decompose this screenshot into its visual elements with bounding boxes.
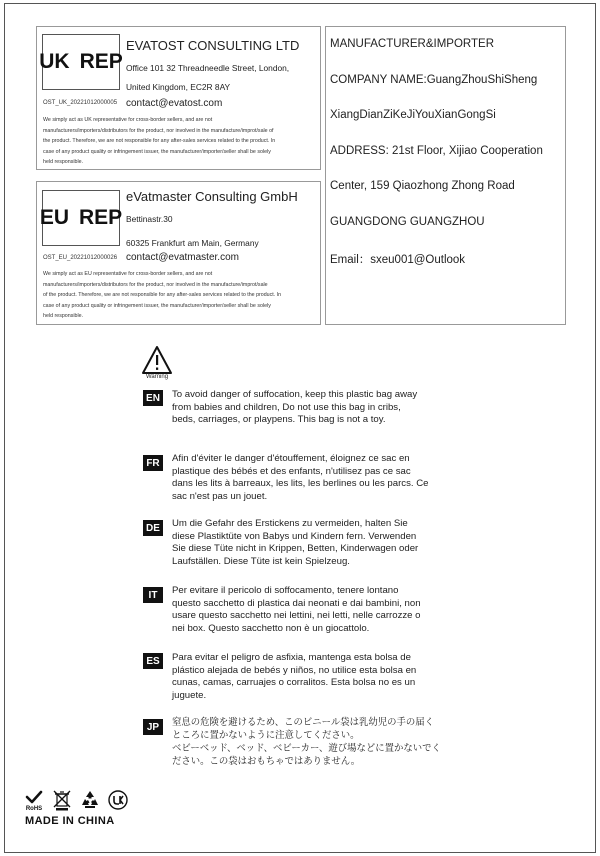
uk-address-line2: United Kingdom, EC2R 8AY <box>126 82 231 92</box>
manufacturer-box <box>325 26 566 325</box>
text-line: ベビーベッド、ベッド、ベビーカー、遊び場などに置かないでく <box>172 741 441 753</box>
uk-disclaimer-line: case of any product quality or infringement issuer, the manufacturer/importer/seller shall be solely <box>43 148 271 155</box>
warning-triangle-icon <box>141 345 173 375</box>
rohs-icon <box>23 789 45 811</box>
lang-badge-jp: JP <box>143 719 163 735</box>
uk-disclaimer <box>43 115 318 168</box>
warning-text-jp <box>172 716 472 768</box>
company-name-line-2: XiangDianZiKeJiYouXianGongSi <box>330 109 496 121</box>
uk-rep-badge <box>39 34 123 90</box>
text-line: beds, carriages, or playpens. This bag is not a toy. <box>172 414 386 426</box>
weee-bin-icon <box>51 789 73 811</box>
uk-registration-code: OST_UK_20221012000005 <box>43 100 118 106</box>
text-line: Per evitare il pericolo di soffocamento, tenere lontano <box>172 585 399 596</box>
text-line: Sie diese Tüte nicht in Krippen, Betten, Kinderwagen oder <box>172 543 419 555</box>
warning-text-en <box>172 389 472 427</box>
text-line: dans les lits à barreaux, les lits, les berlines ou les parcs. Ce <box>172 478 429 490</box>
text-line: plástico alejada de bebés y niños, no utilice esta bolsa en <box>172 664 417 676</box>
text-line: diese Plastiktüte von Babys und Kindern fern. Verwenden <box>172 530 417 542</box>
eu-email: contact@evatmaster.com <box>126 252 239 263</box>
text-line: Um die Gefahr des Erstickens zu vermeiden, halten Sie <box>172 518 408 529</box>
text-line: juguete. <box>172 690 207 702</box>
lang-badge-it: IT <box>143 587 163 603</box>
company-name-line: COMPANY NAME:GuangZhouShiSheng <box>330 74 538 86</box>
address-line-2: Center, 159 Qiaozhong Zhong Road <box>330 180 515 192</box>
address-line-3: GUANGDONG GUANGZHOU <box>330 216 485 228</box>
uk-label: UK <box>39 50 70 73</box>
eu-address-line2: 60325 Frankfurt am Main, Germany <box>126 238 259 248</box>
rep-label: REP <box>79 206 123 229</box>
eu-disclaimer <box>43 269 318 322</box>
eu-company-name: eVatmaster Consulting GmbH <box>126 189 298 204</box>
text-line: questo sacchetto di plastica dai neonati e dai bambini, non <box>172 597 421 609</box>
text-line: Afin d'éviter le danger d'étouffement, éloignez ce sac en <box>172 453 410 464</box>
text-line: cunas, camas, carruajes o corralitos. Esta bolsa no es un <box>172 677 416 689</box>
rohs-label: RoHS <box>25 806 43 811</box>
made-in-label: MADE IN CHINA <box>25 815 115 827</box>
uk-email: contact@evatost.com <box>126 98 223 109</box>
rep-label: REP <box>79 50 123 73</box>
text-line: from babies and children, Do not use this bag in cribs, <box>172 401 401 413</box>
warning-text-es <box>172 652 472 703</box>
text-line: 窒息の危険を避けるため、このビニール袋は乳幼児の手の届く <box>172 716 434 727</box>
manufacturer-email: Email：sxeu001@Outlook <box>330 254 466 266</box>
eu-disclaimer-line: held responsible. <box>43 313 84 319</box>
text-line: usare questo sacchetto nei lettini, nei letti, nelle carrozze o <box>172 610 421 622</box>
warning-text-de <box>172 518 472 569</box>
text-line: sac n'est pas un jouet. <box>172 491 268 503</box>
eu-disclaimer-line: We simply act as EU representative for cross-border sellers, and are not <box>43 271 213 277</box>
ukca-icon <box>107 789 129 811</box>
text-line: nei box. Questo sacchetto non è un giocattolo. <box>172 623 370 635</box>
address-line: ADDRESS: 21st Floor, Xijiao Cooperation <box>330 145 543 157</box>
eu-registration-code: OST_EU_20221012000026 <box>43 255 118 261</box>
eu-rep-badge <box>39 190 123 246</box>
warning-text-it <box>172 585 472 636</box>
eu-disclaimer-line: case of any product quality or infringement issuer, the manufacturer/importer/seller shall be solely <box>43 302 271 309</box>
eu-disclaimer-line: of the product. Therefore, we are not responsible for any after-sales services related to the product. In <box>43 292 282 298</box>
uk-address-line1: Office 101 32 Threadneedle Street, London, <box>126 63 290 73</box>
lang-badge-fr: FR <box>143 455 163 471</box>
manufacturer-heading: MANUFACTURER&IMPORTER <box>330 38 494 50</box>
eu-label: EU <box>39 206 69 229</box>
recycle-icon <box>79 789 101 811</box>
uk-disclaimer-line: the product. Therefore, we are not responsible for any after-sales services related to the product. In <box>43 138 276 144</box>
uk-disclaimer-line: We simply act as UK representative for cross-border sellers, and are not <box>43 117 213 123</box>
eu-disclaimer-line: manufacturers/importers/distributors for the product, nor involved in the manufacture/improt/sale <box>43 281 268 288</box>
warning-label: Warning <box>145 374 169 380</box>
lang-badge-es: ES <box>143 653 163 669</box>
uk-disclaimer-line: manufacturers/importers/distributors for the product, nor involved in the manufacture/improt/sale of <box>43 127 274 134</box>
eu-address-line1: Bettinastr.30 <box>126 214 173 224</box>
text-line: Para evitar el peligro de asfixia, mantenga esta bolsa de <box>172 652 411 663</box>
uk-company-name: EVATOST CONSULTING LTD <box>126 38 300 53</box>
text-line: plastique des bébés et des enfants, n'utilisez pas ce sac <box>172 465 411 477</box>
lang-badge-en: EN <box>143 390 163 406</box>
text-line: ところに置かないように注意してください。 <box>172 728 360 740</box>
uk-disclaimer-line: held responsible. <box>43 159 84 165</box>
text-line: To avoid danger of suffocation, keep this plastic bag away <box>172 389 418 400</box>
lang-badge-de: DE <box>143 520 163 536</box>
text-line: ださい。この袋はおもちゃではありません。 <box>172 754 361 766</box>
warning-text-fr <box>172 453 472 504</box>
text-line: Laufställen. Diese Tüte ist kein Spielzeug. <box>172 556 350 568</box>
